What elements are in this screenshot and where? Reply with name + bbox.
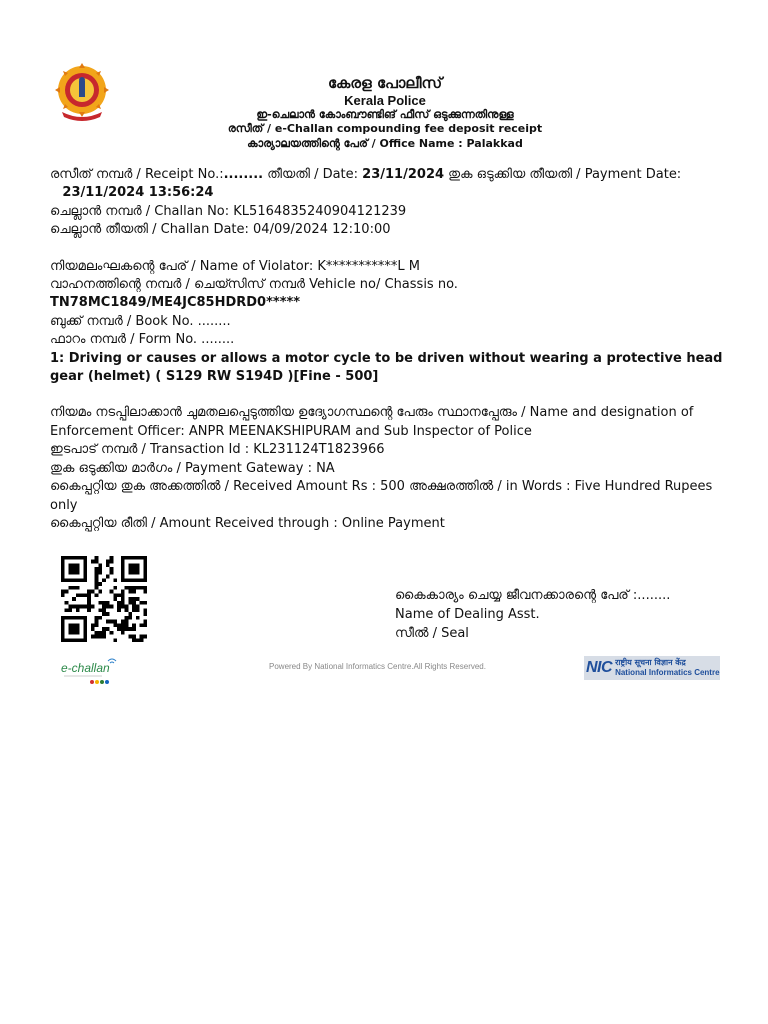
nic-hindi-name: राष्ट्रीय सूचना विज्ञान केंद्र [615, 658, 686, 667]
challan-no: ചെല്ലാൻ നമ്പർ / Challan No: KL5164835240904121239 [50, 203, 407, 219]
subtitle-malayalam: ഇ-ചെലാൻ കോംബൗണ്ടിങ് ഫീസ് ഒടുക്കുന്നതിനുള്ള [256, 108, 514, 121]
received-amount: കൈപ്പറ്റിയ തുക അക്കത്തിൽ / Received Amount Rs : 500 അക്ഷരത്തിൽ / in Words : Five Hundred Rupees only [50, 479, 713, 513]
seal-label: സീൽ / Seal [395, 626, 469, 641]
nic-english-name: National Informatics Centre [615, 668, 720, 677]
powered-by-text: Powered By National Informatics Centre.All Rights Reserved. [269, 662, 486, 671]
kerala-police-emblem-icon [52, 62, 112, 122]
payment-date-value: 23/11/2024 13:56:24 [62, 185, 214, 201]
received-through: കൈപ്പറ്റിയ രീതി / Amount Received through : Online Payment [50, 515, 445, 531]
subtitle-receipt: രസീത് / e-Challan compounding fee deposit receipt [227, 122, 543, 135]
receipt-no-label: രസീത് നമ്പർ / Receipt No.: [50, 167, 224, 182]
vehicle-value: TN78MC1849/ME4JC85HDRD0***** [50, 295, 301, 311]
nic-mark: NIC [586, 659, 613, 676]
dealing-assistant-block [395, 586, 670, 643]
date-value: 23/11/2024 [362, 167, 445, 182]
payment-date-label: തുക ഒടുക്കിയ തീയതി / Payment Date: [444, 167, 682, 182]
violator-name: നിയമലംഘകന്റെ പേര് / Name of Violator: K***********L M [50, 258, 420, 274]
echallan-logo-text: e-challan [61, 661, 110, 675]
book-no: ബുക്ക് നമ്പർ / Book No. ........ [50, 313, 231, 329]
receipt-body [50, 166, 730, 533]
dealing-assistant-label: Name of Dealing Asst. [395, 607, 540, 622]
date-label: തീയതി / Date: [263, 167, 363, 182]
vehicle-label: വാഹനത്തിന്റെ നമ്പർ / ചെയ്സിസ് നമ്പർ Vehicle no/ Chassis no. [50, 277, 458, 293]
challan-date: ചെല്ലാൻ തീയതി / Challan Date: 04/09/2024 12:10:00 [50, 222, 391, 238]
receipt-no-value: ........ [223, 167, 264, 182]
transaction-id: ഇടപാട് നമ്പർ / Transaction Id : KL231124T1823966 [50, 442, 385, 458]
echallan-logo-icon [58, 655, 124, 687]
title-malayalam: കേരള പോലീസ് [327, 74, 443, 92]
enforcement-officer: നിയമം നടപ്പിലാക്കാൻ ചുമതലപ്പെടുത്തിയ ഉദ്യോഗസ്ഥന്റെ പേരും സ്ഥാനപ്പേരും / Name and designation of Enforcement Officer: ANPR MEENAKSHIPURAM and Sub Inspector of Police [50, 405, 694, 439]
nic-logo [584, 656, 720, 680]
payment-gateway: തുക ഒടുക്കിയ മാർഗം / Payment Gateway : NA [50, 460, 335, 476]
receipt-header [170, 74, 600, 151]
offence-detail: 1: Driving or causes or allows a motor cycle to be driven without wearing a protective head gear (helmet) ( S129 RW S194D )[Fine - 500] [50, 350, 723, 385]
form-no: ഫാറം നമ്പർ / Form No. ........ [50, 332, 235, 348]
qr-code-icon [58, 556, 150, 642]
office-name: കാര്യാലയത്തിന്റെ പേര് / Office Name : Palakkad [247, 137, 523, 150]
title-english: Kerala Police [344, 93, 426, 108]
receipt-date-line [50, 166, 730, 203]
dealing-assistant-name: കൈകാര്യം ചെയ്യ ജീവനക്കാരന്റെ പേര് :........ [395, 588, 671, 603]
